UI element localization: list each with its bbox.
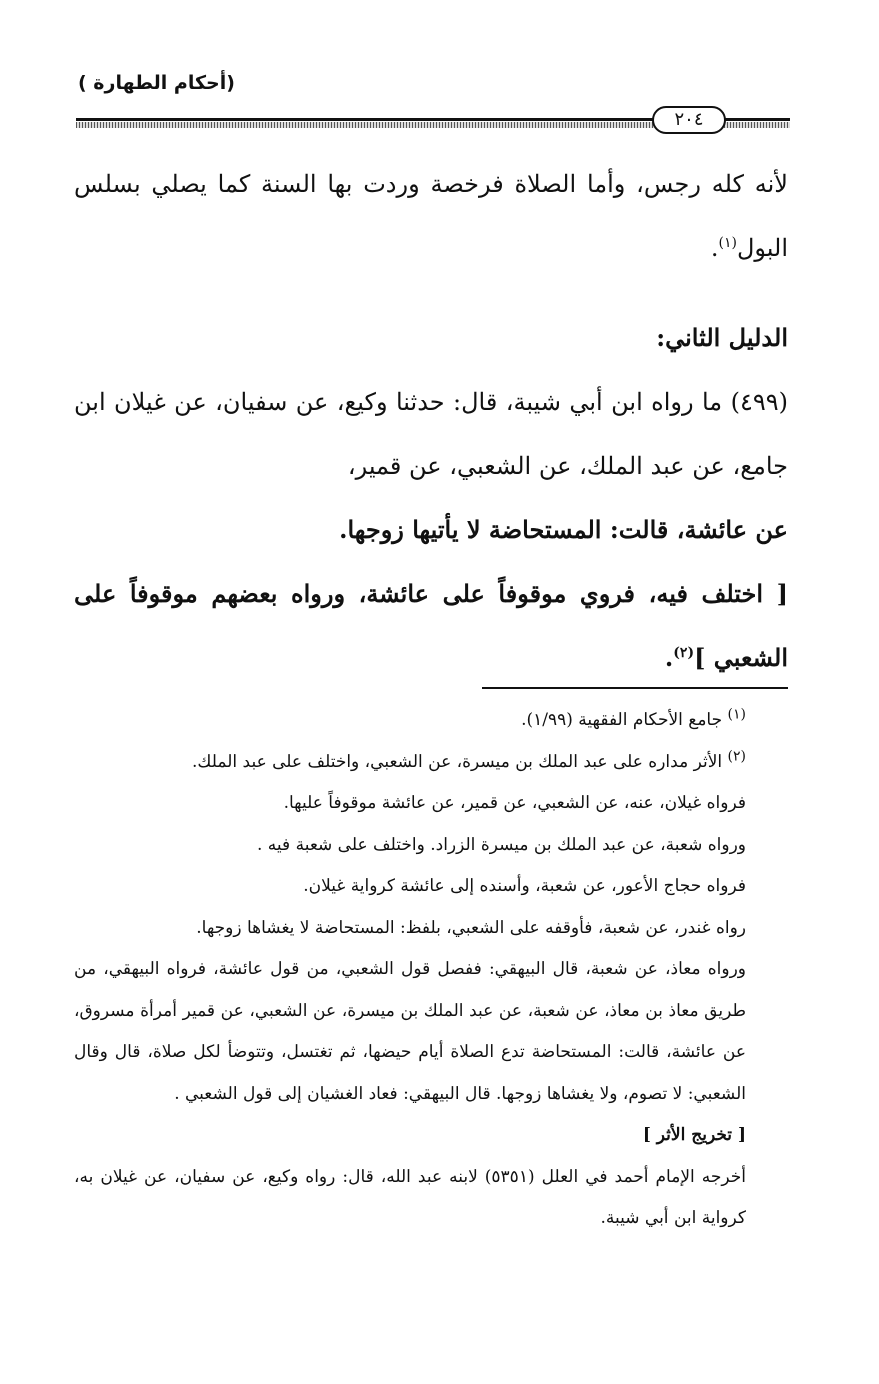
- footnote-2-line-3: ورواه شعبة، عن عبد الملك بن ميسرة الزراد. واختلف على شعبة فيه .: [257, 834, 746, 855]
- footnote-2: [74, 742, 790, 784]
- footnote-ref-1: (١): [718, 235, 737, 251]
- paragraph-2: (٤٩٩) ما رواه ابن أبي شيبة، قال: حدثنا وكيع، عن سفيان، عن غيلان ابن جامع، عن عبد الملك، عن الشعبي، عن قمير،: [74, 388, 788, 480]
- footnotes: [74, 700, 790, 1240]
- footnote-2-line-5: رواه غندر، عن شعبة، فأوقفه على الشعبي، بلفظ: المستحاضة لا يغشاها زوجها.: [196, 917, 746, 938]
- footnote-2-line-6: ورواه معاذ، عن شعبة، قال البيهقي: ففصل قول الشعبي، من قول عائشة، فرواه البيهقي، من طريق معاذ بن معاذ، عن شعبة، عن عبد الملك بن ميسرة، عن الشعبي، عن قمير أمرأة مسروق، عن عائشة، قالت: المستحاضة تدع الصلاة أيام حيضها، ثم تغتسل، وتتوضأ لكل صلاة، قال وقال الشعبي: لا تصوم، ولا يغشاها زوجها. قال البيهقي: فعاد الغشيان إلى قول الشعبي .: [74, 959, 746, 1104]
- running-title: (أحكام الطهارة ): [78, 72, 235, 94]
- paragraph-1-text: لأنه كله رجس، وأما الصلاة فرخصة وردت بها السنة كما يصلي بسلس البول: [74, 170, 788, 262]
- takhrij-heading: [ تخريج الأثر ]: [642, 1125, 746, 1145]
- footnote-2-text: الأثر مداره على عبد الملك بن ميسرة، عن الشعبي، واختلف على عبد الملك.: [192, 751, 723, 772]
- paragraph-1-end: .: [710, 234, 719, 262]
- footnote-1: [74, 700, 790, 742]
- paragraph-1: [74, 152, 788, 280]
- paragraph-4: [74, 562, 788, 690]
- page-number: ٢٠٤: [652, 106, 726, 134]
- footnote-separator: [482, 687, 788, 689]
- footnote-2-line-2: فرواه غيلان، عنه، عن الشعبي، عن قمير، عن عائشة موقوفاً عليها.: [283, 793, 746, 813]
- footnote-2-mark: (٢): [727, 747, 746, 764]
- main-text: [74, 152, 788, 690]
- paragraph-4-text: [ اختلف فيه، فروي موقوفاً على عائشة، ورواه بعضهم موقوفاً على الشعبي ]: [74, 579, 788, 672]
- paragraph-3: عن عائشة، قالت: المستحاضة لا يأتيها زوجها.: [339, 515, 788, 544]
- takhrij-text: أخرجه الإمام أحمد في العلل (٥٣٥١) لابنه عبد الله، قال: رواه وكيع، عن سفيان، عن غيلان به، كرواية ابن أبي شيبة.: [74, 1166, 746, 1228]
- footnote-1-mark: (١): [727, 706, 746, 723]
- footnote-2-line-4: فرواه حجاج الأعور، عن شعبة، وأسنده إلى عائشة كرواية غيلان.: [303, 876, 746, 896]
- paragraph-4-end: .: [664, 643, 674, 672]
- footnote-1-text: جامع الأحكام الفقهية (١/٩٩).: [521, 710, 723, 730]
- section-heading: الدليل الثاني:: [656, 323, 788, 352]
- footnote-ref-2: (٢): [673, 645, 695, 661]
